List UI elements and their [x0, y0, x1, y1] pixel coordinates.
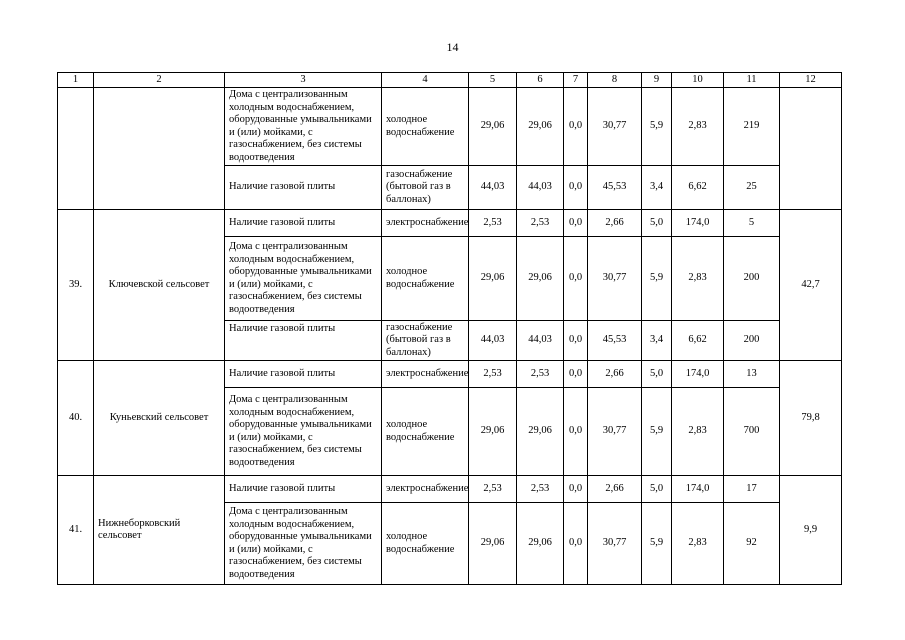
- description-cell: Дома с централизованным холодным водоснабжением, оборудованные умывальниками и (или) мойками, с газоснабжением, без системы водоотведения: [225, 388, 382, 476]
- row-number-cell: 41.: [58, 476, 94, 585]
- header-cell: 11: [724, 73, 780, 88]
- value-cell: 44,03: [469, 321, 517, 361]
- value-cell: 29,06: [469, 388, 517, 476]
- value-cell: 0,0: [564, 503, 588, 585]
- value-cell: 0,0: [564, 210, 588, 237]
- row-number-cell: 40.: [58, 361, 94, 476]
- value-cell: 0,0: [564, 166, 588, 210]
- value-cell: 219: [724, 88, 780, 166]
- value-cell: 30,77: [588, 503, 642, 585]
- value-cell: 30,77: [588, 237, 642, 321]
- header-cell: 1: [58, 73, 94, 88]
- value-cell: 17: [724, 476, 780, 503]
- value-cell: 700: [724, 388, 780, 476]
- settlement-cell: [94, 88, 225, 210]
- table-row: [58, 476, 842, 503]
- value-cell: 174,0: [672, 476, 724, 503]
- value-cell: 2,83: [672, 388, 724, 476]
- header-cell: 7: [564, 73, 588, 88]
- value-cell: 29,06: [517, 503, 564, 585]
- service-cell: холодное водоснабжение: [382, 237, 469, 321]
- value-cell: 200: [724, 237, 780, 321]
- value-cell: 2,83: [672, 503, 724, 585]
- value-cell: 13: [724, 361, 780, 388]
- value-cell: 174,0: [672, 361, 724, 388]
- value-cell: 2,53: [469, 210, 517, 237]
- table-row: [58, 361, 842, 388]
- header-cell: 2: [94, 73, 225, 88]
- tariff-table: [57, 72, 842, 585]
- description-cell: Дома с централизованным холодным водоснабжением, оборудованные умывальниками и (или) мойками, с газоснабжением, без системы водоотведения: [225, 503, 382, 585]
- service-cell: электроснабжение: [382, 210, 469, 237]
- value-cell: 5,9: [642, 503, 672, 585]
- settlement-cell: Нижнеборковский сельсовет: [94, 476, 225, 585]
- value-cell: 2,66: [588, 361, 642, 388]
- total-cell: 79,8: [780, 361, 842, 476]
- settlement-cell: Куньевский сельсовет: [94, 361, 225, 476]
- value-cell: 0,0: [564, 476, 588, 503]
- header-cell: 8: [588, 73, 642, 88]
- value-cell: 5,0: [642, 210, 672, 237]
- value-cell: 5,0: [642, 361, 672, 388]
- value-cell: 45,53: [588, 166, 642, 210]
- header-row: [58, 73, 842, 88]
- table-row: [58, 88, 842, 166]
- value-cell: 44,03: [517, 166, 564, 210]
- value-cell: 44,03: [469, 166, 517, 210]
- page-number: 14: [446, 40, 459, 54]
- value-cell: 2,83: [672, 88, 724, 166]
- value-cell: 45,53: [588, 321, 642, 361]
- description-cell: Дома с централизованным холодным водоснабжением, оборудованные умывальниками и (или) мойками, с газоснабжением, без системы водоотведения: [225, 237, 382, 321]
- value-cell: 5,9: [642, 88, 672, 166]
- header-cell: 5: [469, 73, 517, 88]
- total-cell: 42,7: [780, 210, 842, 361]
- value-cell: 6,62: [672, 321, 724, 361]
- value-cell: 2,83: [672, 237, 724, 321]
- value-cell: 3,4: [642, 321, 672, 361]
- total-cell: [780, 88, 842, 210]
- description-cell: Наличие газовой плиты: [225, 321, 382, 361]
- value-cell: 2,53: [517, 361, 564, 388]
- value-cell: 2,66: [588, 210, 642, 237]
- value-cell: 30,77: [588, 388, 642, 476]
- value-cell: 2,53: [469, 361, 517, 388]
- value-cell: 29,06: [469, 503, 517, 585]
- value-cell: 44,03: [517, 321, 564, 361]
- value-cell: 29,06: [469, 88, 517, 166]
- row-number-cell: [58, 88, 94, 210]
- value-cell: 30,77: [588, 88, 642, 166]
- value-cell: 2,53: [469, 476, 517, 503]
- service-cell: газоснабжение (бытовой газ в баллонах): [382, 166, 469, 210]
- value-cell: 5: [724, 210, 780, 237]
- header-cell: 10: [672, 73, 724, 88]
- service-cell: холодное водоснабжение: [382, 88, 469, 166]
- value-cell: 0,0: [564, 88, 588, 166]
- header-cell: 9: [642, 73, 672, 88]
- value-cell: 3,4: [642, 166, 672, 210]
- header-cell: 3: [225, 73, 382, 88]
- value-cell: 5,9: [642, 237, 672, 321]
- value-cell: 0,0: [564, 361, 588, 388]
- value-cell: 5,0: [642, 476, 672, 503]
- value-cell: 2,53: [517, 476, 564, 503]
- value-cell: 25: [724, 166, 780, 210]
- settlement-cell: Ключевской сельсовет: [94, 210, 225, 361]
- table-row: [58, 210, 842, 237]
- row-number-cell: 39.: [58, 210, 94, 361]
- description-cell: Наличие газовой плиты: [225, 476, 382, 503]
- value-cell: 0,0: [564, 237, 588, 321]
- value-cell: 92: [724, 503, 780, 585]
- description-cell: Дома с централизованным холодным водоснабжением, оборудованные умывальниками и (или) мойками, с газоснабжением, без системы водоотведения: [225, 88, 382, 166]
- value-cell: 6,62: [672, 166, 724, 210]
- value-cell: 0,0: [564, 321, 588, 361]
- header-cell: 4: [382, 73, 469, 88]
- value-cell: 2,66: [588, 476, 642, 503]
- value-cell: 29,06: [517, 88, 564, 166]
- header-cell: 6: [517, 73, 564, 88]
- description-cell: Наличие газовой плиты: [225, 210, 382, 237]
- service-cell: электроснабжение: [382, 476, 469, 503]
- description-cell: Наличие газовой плиты: [225, 166, 382, 210]
- value-cell: 174,0: [672, 210, 724, 237]
- header-cell: 12: [780, 73, 842, 88]
- value-cell: 0,0: [564, 388, 588, 476]
- value-cell: 29,06: [469, 237, 517, 321]
- service-cell: электроснабжение: [382, 361, 469, 388]
- service-cell: холодное водоснабжение: [382, 503, 469, 585]
- service-cell: холодное водоснабжение: [382, 388, 469, 476]
- description-cell: Наличие газовой плиты: [225, 361, 382, 388]
- value-cell: 2,53: [517, 210, 564, 237]
- value-cell: 200: [724, 321, 780, 361]
- service-cell: газоснабжение (бытовой газ в баллонах): [382, 321, 469, 361]
- value-cell: 29,06: [517, 237, 564, 321]
- value-cell: 5,9: [642, 388, 672, 476]
- total-cell: 9,9: [780, 476, 842, 585]
- value-cell: 29,06: [517, 388, 564, 476]
